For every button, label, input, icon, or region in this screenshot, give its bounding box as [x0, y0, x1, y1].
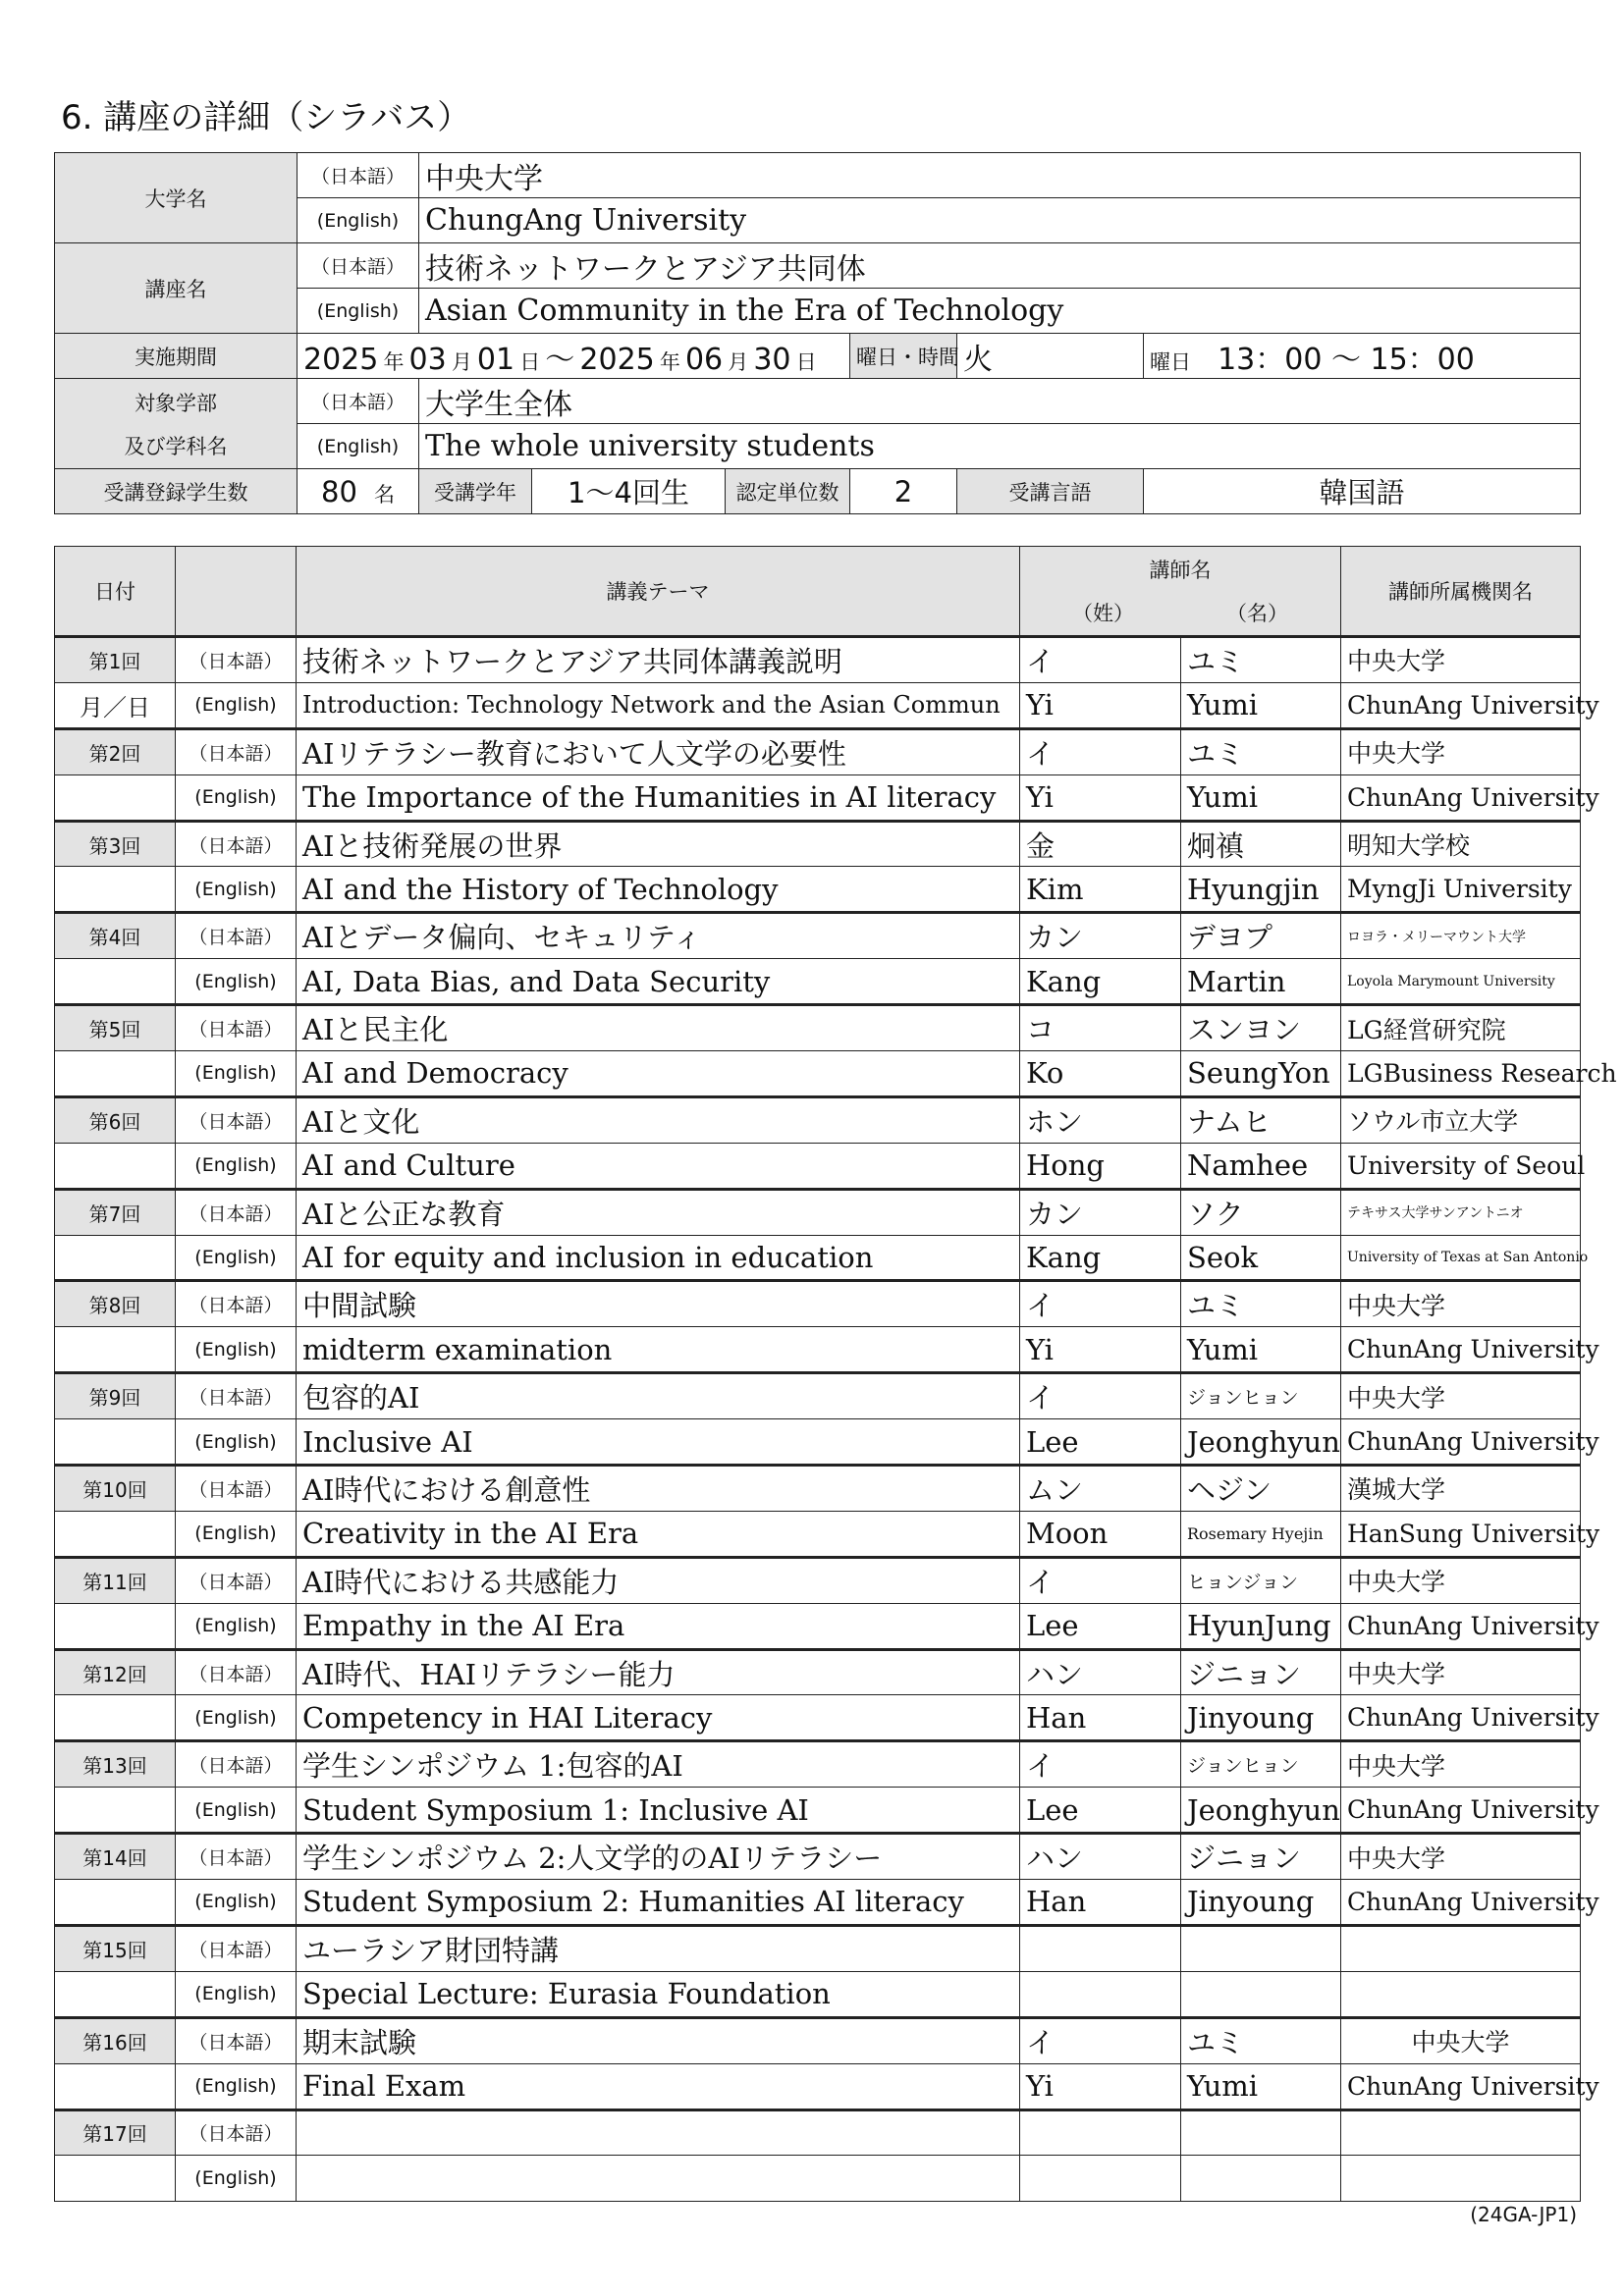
- affiliation-en: University of Seoul: [1341, 1143, 1581, 1189]
- instructor-given-en: Namhee: [1181, 1143, 1341, 1189]
- department-ja: 大学生全体: [419, 379, 1581, 424]
- session-date: 月／日: [55, 682, 176, 728]
- theme-en: midterm examination: [297, 1327, 1020, 1373]
- instructor-surname-en: Hong: [1020, 1143, 1181, 1189]
- lang-ja-label: （日本語）: [176, 821, 297, 867]
- lang-en-label: (English): [176, 1511, 297, 1557]
- lang-en-label: (English): [176, 2063, 297, 2109]
- theme-ja: 包容的AI: [297, 1373, 1020, 1419]
- affiliation-en: ChunAng University: [1341, 1788, 1581, 1834]
- language-value: 韓国語: [1144, 469, 1581, 514]
- instructor-given-ja: ユミ: [1181, 728, 1341, 774]
- session-number: 第1回: [55, 637, 176, 683]
- instructor-given-en: Jinyoung: [1181, 1695, 1341, 1741]
- instructor-given-en: [1181, 1971, 1341, 2017]
- session-date: [55, 1971, 176, 2017]
- session-row-en: [55, 1235, 1581, 1281]
- department-label: [55, 379, 298, 469]
- weekday-time-label: 曜日・時間: [850, 334, 957, 379]
- theme-ja: 期末試験: [297, 2017, 1020, 2063]
- instructor-surname-en: Lee: [1020, 1603, 1181, 1649]
- session-number: 第4回: [55, 913, 176, 959]
- session-row-ja: [55, 1096, 1581, 1143]
- theme-en: Final Exam: [297, 2063, 1020, 2109]
- instructor-surname-en: Yi: [1020, 1327, 1181, 1373]
- theme-ja: AI時代における共感能力: [297, 1557, 1020, 1603]
- affiliation-ja: 中央大学: [1341, 728, 1581, 774]
- department-label-line2: 及び学科名: [124, 434, 228, 458]
- instructor-surname-en: Yi: [1020, 682, 1181, 728]
- lang-en-label: (English): [176, 867, 297, 913]
- session-row-ja: [55, 637, 1581, 683]
- weekday-suffix: 曜日: [1150, 349, 1191, 374]
- lang-en-label: (English): [298, 424, 419, 469]
- session-date: [55, 1880, 176, 1926]
- session-row-ja: [55, 2017, 1581, 2063]
- department-en: The whole university students: [419, 424, 1581, 469]
- affiliation-ja: ソウル市立大学: [1341, 1096, 1581, 1143]
- end-year: 2025: [579, 342, 655, 377]
- theme-ja: 技術ネットワークとアジア共同体講義説明: [297, 637, 1020, 683]
- session-number: 第7回: [55, 1189, 176, 1235]
- page-title: 6. 講座の詳細（シラバス）: [61, 98, 471, 137]
- instructor-given-en: Seok: [1181, 1235, 1341, 1281]
- lang-en-label: (English): [176, 1327, 297, 1373]
- affiliation-ja: テキサス大学サンアントニオ: [1341, 1189, 1581, 1235]
- lang-ja-label: （日本語）: [176, 2017, 297, 2063]
- session-row-ja: [55, 1834, 1581, 1880]
- instructor-surname-en: Kim: [1020, 867, 1181, 913]
- instructor-surname-ja: ムン: [1020, 1466, 1181, 1512]
- instructor-surname-en: Han: [1020, 1695, 1181, 1741]
- theme-ja: AIと技術発展の世界: [297, 821, 1020, 867]
- session-row-ja: [55, 821, 1581, 867]
- instructor-given-ja: [1181, 2109, 1341, 2156]
- affiliation-ja: 中央大学: [1341, 1557, 1581, 1603]
- theme-ja: AI時代における創意性: [297, 1466, 1020, 1512]
- lang-en-label: (English): [176, 1143, 297, 1189]
- instructor-surname-ja: コ: [1020, 1005, 1181, 1051]
- instructor-surname-en: Han: [1020, 1880, 1181, 1926]
- instructor-surname-en: Yi: [1020, 774, 1181, 821]
- lang-ja-label: （日本語）: [176, 2109, 297, 2156]
- lang-ja-label: （日本語）: [176, 1281, 297, 1327]
- theme-en: [297, 2156, 1020, 2202]
- instructor-given-en: [1181, 2156, 1341, 2202]
- instructor-given-ja: ジョンヒョン: [1181, 1741, 1341, 1788]
- instructor-given-ja: ヘジン: [1181, 1466, 1341, 1512]
- theme-ja: 学生シンポジウム 1:包容的AI: [297, 1741, 1020, 1788]
- affiliation-ja: 中央大学: [1341, 1649, 1581, 1695]
- theme-ja: AIと公正な教育: [297, 1189, 1020, 1235]
- session-row-ja: [55, 1649, 1581, 1695]
- instructor-given-ja: [1181, 1925, 1341, 1971]
- theme-ja: AI時代、HAIリテラシー能力: [297, 1649, 1020, 1695]
- theme-ja: ユーラシア財団特講: [297, 1925, 1020, 1971]
- lang-ja-label: （日本語）: [176, 728, 297, 774]
- theme-en: Student Symposium 2: Humanities AI literacy: [297, 1880, 1020, 1926]
- university-label: 大学名: [55, 153, 298, 243]
- affiliation-en: ChunAng University: [1341, 1603, 1581, 1649]
- instructor-surname-ja: イ: [1020, 728, 1181, 774]
- course-label: 講座名: [55, 243, 298, 334]
- session-row-en: [55, 1695, 1581, 1741]
- month-char: 月: [728, 349, 749, 374]
- instructor-given-ja: ユミ: [1181, 1281, 1341, 1327]
- session-number: 第6回: [55, 1096, 176, 1143]
- affiliation-en: [1341, 2156, 1581, 2202]
- year-label: 受講学年: [419, 469, 532, 514]
- affiliation-ja: 漢城大学: [1341, 1466, 1581, 1512]
- session-number: 第5回: [55, 1005, 176, 1051]
- session-row-ja: [55, 1373, 1581, 1419]
- session-number: 第16回: [55, 2017, 176, 2063]
- language-label: 受講言語: [957, 469, 1144, 514]
- affiliation-ja: 明知大学校: [1341, 821, 1581, 867]
- session-date: [55, 774, 176, 821]
- session-date: [55, 1511, 176, 1557]
- instructor-surname-en: Ko: [1020, 1051, 1181, 1097]
- lang-ja-label: （日本語）: [176, 1189, 297, 1235]
- session-number: 第12回: [55, 1649, 176, 1695]
- lang-en-label: (English): [176, 682, 297, 728]
- enrollment-count: 80: [321, 474, 357, 508]
- theme-ja: 中間試験: [297, 1281, 1020, 1327]
- instructor-given-en: HyunJung: [1181, 1603, 1341, 1649]
- instructor-surname-en: Lee: [1020, 1419, 1181, 1466]
- theme-en: Student Symposium 1: Inclusive AI: [297, 1788, 1020, 1834]
- theme-en: AI, Data Bias, and Data Security: [297, 959, 1020, 1005]
- time-value: [1144, 334, 1581, 379]
- year-char: 年: [383, 349, 405, 374]
- theme-ja: AIとデータ偏向、セキュリティ: [297, 913, 1020, 959]
- session-row-ja: [55, 1741, 1581, 1788]
- session-row-en: [55, 1788, 1581, 1834]
- session-date: [55, 1788, 176, 1834]
- session-number: 第3回: [55, 821, 176, 867]
- session-date: [55, 867, 176, 913]
- session-number: 第11回: [55, 1557, 176, 1603]
- instructor-header-label: 講師名: [1149, 559, 1212, 582]
- session-row-en: [55, 682, 1581, 728]
- lang-ja-label: （日本語）: [176, 1373, 297, 1419]
- instructor-given-en: Yumi: [1181, 2063, 1341, 2109]
- session-row-en: [55, 1511, 1581, 1557]
- instructor-given-ja: デヨプ: [1181, 913, 1341, 959]
- lang-en-label: (English): [298, 198, 419, 243]
- session-row-ja: [55, 2109, 1581, 2156]
- affiliation-header: 講師所属機関名: [1341, 547, 1581, 637]
- date-header: 日付: [55, 547, 176, 637]
- instructor-surname-ja: イ: [1020, 1373, 1181, 1419]
- course-name-ja: 技術ネットワークとアジア共同体: [419, 243, 1581, 289]
- instructor-surname-ja: イ: [1020, 637, 1181, 683]
- theme-en: Empathy in the AI Era: [297, 1603, 1020, 1649]
- instructor-surname-en: Kang: [1020, 1235, 1181, 1281]
- affiliation-en: University of Texas at San Antonio: [1341, 1235, 1581, 1281]
- department-label-line1: 対象学部: [135, 391, 217, 415]
- affiliation-en: MyngJi University: [1341, 867, 1581, 913]
- affiliation-en: HanSung University: [1341, 1511, 1581, 1557]
- lang-ja-label: （日本語）: [298, 153, 419, 198]
- instructor-surname-en: [1020, 2156, 1181, 2202]
- start-month: 03: [408, 342, 447, 377]
- lang-en-label: (English): [176, 1235, 297, 1281]
- session-number: 第2回: [55, 728, 176, 774]
- affiliation-ja: LG経営研究院: [1341, 1005, 1581, 1051]
- university-name-en: ChungAng University: [419, 198, 1581, 243]
- lang-ja-label: （日本語）: [176, 1925, 297, 1971]
- class-time: 13：00 ～ 15：00: [1218, 342, 1475, 377]
- given-name-header: （名）: [1226, 602, 1288, 625]
- enrollment-unit: 名: [374, 482, 395, 507]
- instructor-surname-en: Kang: [1020, 959, 1181, 1005]
- session-row-en: [55, 2063, 1581, 2109]
- lang-ja-label: （日本語）: [176, 913, 297, 959]
- affiliation-ja: 中央大学: [1341, 637, 1581, 683]
- start-day: 01: [476, 342, 515, 377]
- affiliation-ja: 中央大学: [1341, 2017, 1581, 2063]
- session-row-ja: [55, 1281, 1581, 1327]
- session-date: [55, 1419, 176, 1466]
- lang-en-label: (English): [176, 1971, 297, 2017]
- instructor-surname-en: [1020, 1971, 1181, 2017]
- lang-header: [176, 547, 297, 637]
- period-value: [298, 334, 850, 379]
- theme-en: Special Lecture: Eurasia Foundation: [297, 1971, 1020, 2017]
- university-name-ja: 中央大学: [419, 153, 1581, 198]
- session-date: [55, 1327, 176, 1373]
- session-row-en: [55, 2156, 1581, 2202]
- lang-ja-label: （日本語）: [176, 1096, 297, 1143]
- instructor-given-en: Yumi: [1181, 682, 1341, 728]
- theme-en: AI and Culture: [297, 1143, 1020, 1189]
- month-char: 月: [451, 349, 472, 374]
- session-row-en: [55, 1327, 1581, 1373]
- session-row-ja: [55, 1925, 1581, 1971]
- theme-ja: 学生シンポジウム 2:人文学的のAIリテラシー: [297, 1834, 1020, 1880]
- theme-en: Creativity in the AI Era: [297, 1511, 1020, 1557]
- lang-en-label: (English): [176, 1880, 297, 1926]
- lang-ja-label: （日本語）: [176, 1649, 297, 1695]
- session-row-ja: [55, 1189, 1581, 1235]
- session-row-en: [55, 1143, 1581, 1189]
- instructor-surname-en: Moon: [1020, 1511, 1181, 1557]
- session-row-ja: [55, 1005, 1581, 1051]
- instructor-surname-ja: カン: [1020, 913, 1181, 959]
- affiliation-en: [1341, 1971, 1581, 2017]
- schedule-table: [54, 546, 1617, 2202]
- session-row-en: [55, 1971, 1581, 2017]
- theme-ja: [297, 2109, 1020, 2156]
- session-date: [55, 1603, 176, 1649]
- lang-ja-label: （日本語）: [176, 1741, 297, 1788]
- instructor-given-en: Jinyoung: [1181, 1880, 1341, 1926]
- instructor-surname-en: Yi: [1020, 2063, 1181, 2109]
- enrollment-label: 受講登録学生数: [55, 469, 298, 514]
- enrollment-value: [298, 469, 419, 514]
- session-date: [55, 1695, 176, 1741]
- start-year: 2025: [303, 342, 379, 377]
- instructor-surname-ja: イ: [1020, 1741, 1181, 1788]
- instructor-surname-ja: イ: [1020, 1281, 1181, 1327]
- period-label: 実施期間: [55, 334, 298, 379]
- session-row-en: [55, 1419, 1581, 1466]
- period-tilde: ～: [545, 342, 575, 377]
- session-number: 第13回: [55, 1741, 176, 1788]
- affiliation-ja: 中央大学: [1341, 1834, 1581, 1880]
- session-number: 第10回: [55, 1466, 176, 1512]
- affiliation-ja: [1341, 2109, 1581, 2156]
- instructor-given-en: Yumi: [1181, 774, 1341, 821]
- instructor-surname-ja: [1020, 1925, 1181, 1971]
- course-info-table: [54, 152, 1581, 514]
- session-row-ja: [55, 913, 1581, 959]
- instructor-given-ja: ソク: [1181, 1189, 1341, 1235]
- credits-label: 認定単位数: [726, 469, 850, 514]
- end-day: 30: [753, 342, 791, 377]
- instructor-surname-en: Lee: [1020, 1788, 1181, 1834]
- year-char: 年: [659, 349, 680, 374]
- lang-ja-label: （日本語）: [298, 243, 419, 289]
- affiliation-en: ChunAng University: [1341, 1327, 1581, 1373]
- instructor-surname-ja: ハン: [1020, 1834, 1181, 1880]
- instructor-given-en: Jeonghyun: [1181, 1788, 1341, 1834]
- theme-en: AI for equity and inclusion in education: [297, 1235, 1020, 1281]
- lang-ja-label: （日本語）: [176, 1005, 297, 1051]
- affiliation-en: ChunAng University: [1341, 1880, 1581, 1926]
- theme-en: Inclusive AI: [297, 1419, 1020, 1466]
- session-row-en: [55, 959, 1581, 1005]
- course-name-en: Asian Community in the Era of Technology: [419, 289, 1581, 334]
- session-row-ja: [55, 1557, 1581, 1603]
- session-row-en: [55, 1603, 1581, 1649]
- affiliation-en: ChunAng University: [1341, 1419, 1581, 1466]
- theme-ja: AIリテラシー教育において人文学の必要性: [297, 728, 1020, 774]
- instructor-given-en: Hyungjin: [1181, 867, 1341, 913]
- affiliation-ja: 中央大学: [1341, 1741, 1581, 1788]
- instructor-given-en: Jeonghyun: [1181, 1419, 1341, 1466]
- affiliation-ja: ロヨラ・メリーマウント大学: [1341, 913, 1581, 959]
- lang-ja-label: （日本語）: [176, 1466, 297, 1512]
- affiliation-ja: 中央大学: [1341, 1373, 1581, 1419]
- session-row-en: [55, 1880, 1581, 1926]
- end-month: 06: [684, 342, 724, 377]
- instructor-given-ja: ジニョン: [1181, 1834, 1341, 1880]
- credits-value: 2: [850, 469, 957, 514]
- lang-en-label: (English): [176, 1695, 297, 1741]
- instructor-surname-ja: ホン: [1020, 1096, 1181, 1143]
- theme-en: AI and Democracy: [297, 1051, 1020, 1097]
- theme-en: Competency in HAI Literacy: [297, 1695, 1020, 1741]
- affiliation-ja: 中央大学: [1341, 1281, 1581, 1327]
- lang-en-label: (English): [176, 2156, 297, 2202]
- session-number: 第15回: [55, 1925, 176, 1971]
- affiliation-en: ChunAng University: [1341, 1695, 1581, 1741]
- instructor-given-en: Martin: [1181, 959, 1341, 1005]
- instructor-given-en: Rosemary Hyejin: [1181, 1511, 1341, 1557]
- session-date: [55, 2063, 176, 2109]
- instructor-given-ja: スンヨン: [1181, 1005, 1341, 1051]
- instructor-given-ja: 炯禛: [1181, 821, 1341, 867]
- affiliation-ja: [1341, 1925, 1581, 1971]
- session-number: 第9回: [55, 1373, 176, 1419]
- affiliation-en: ChunAng University: [1341, 2063, 1581, 2109]
- instructor-given-ja: ジョンヒョン: [1181, 1373, 1341, 1419]
- affiliation-en: LGBusiness Research: [1341, 1051, 1581, 1097]
- instructor-given-ja: ヒョンジョン: [1181, 1557, 1341, 1603]
- instructor-given-en: SeungYon: [1181, 1051, 1341, 1097]
- theme-en: The Importance of the Humanities in AI literacy: [297, 774, 1020, 821]
- weekday-value: 火: [957, 334, 1144, 379]
- lang-en-label: (English): [176, 774, 297, 821]
- session-number: 第14回: [55, 1834, 176, 1880]
- instructor-given-ja: ジニョン: [1181, 1649, 1341, 1695]
- session-row-ja: [55, 728, 1581, 774]
- lang-ja-label: （日本語）: [176, 1834, 297, 1880]
- theme-en: AI and the History of Technology: [297, 867, 1020, 913]
- affiliation-en: ChunAng University: [1341, 682, 1581, 728]
- lang-ja-label: （日本語）: [176, 637, 297, 683]
- theme-en: Introduction: Technology Network and the Asian Commun: [297, 682, 1020, 728]
- surname-header: （姓）: [1072, 602, 1134, 625]
- session-row-ja: [55, 1466, 1581, 1512]
- lang-en-label: (English): [176, 1603, 297, 1649]
- session-row-en: [55, 867, 1581, 913]
- lang-en-label: (English): [298, 289, 419, 334]
- lang-en-label: (English): [176, 959, 297, 1005]
- lang-ja-label: （日本語）: [176, 1557, 297, 1603]
- instructor-surname-ja: イ: [1020, 1557, 1181, 1603]
- session-number: 第8回: [55, 1281, 176, 1327]
- session-date: [55, 959, 176, 1005]
- session-row-en: [55, 1051, 1581, 1097]
- day-char: 日: [795, 349, 817, 374]
- form-code: (24GA-JP1): [1470, 2203, 1577, 2226]
- instructor-surname-ja: [1020, 2109, 1181, 2156]
- theme-ja: AIと民主化: [297, 1005, 1020, 1051]
- session-date: [55, 2156, 176, 2202]
- lang-en-label: (English): [176, 1419, 297, 1466]
- session-number: 第17回: [55, 2109, 176, 2156]
- lang-en-label: (English): [176, 1051, 297, 1097]
- day-char: 日: [519, 349, 541, 374]
- affiliation-en: Loyola Marymount University: [1341, 959, 1581, 1005]
- instructor-given-ja: ユミ: [1181, 2017, 1341, 2063]
- instructor-surname-ja: カン: [1020, 1189, 1181, 1235]
- instructor-surname-ja: ハン: [1020, 1649, 1181, 1695]
- instructor-given-en: Yumi: [1181, 1327, 1341, 1373]
- session-row-en: [55, 774, 1581, 821]
- lang-en-label: (English): [176, 1788, 297, 1834]
- instructor-given-ja: ナムヒ: [1181, 1096, 1341, 1143]
- session-date: [55, 1051, 176, 1097]
- theme-header: 講義テーマ: [297, 547, 1020, 637]
- instructor-header: [1020, 547, 1341, 637]
- session-date: [55, 1143, 176, 1189]
- lang-ja-label: （日本語）: [298, 379, 419, 424]
- theme-ja: AIと文化: [297, 1096, 1020, 1143]
- session-date: [55, 1235, 176, 1281]
- affiliation-en: ChunAng University: [1341, 774, 1581, 821]
- year-value: 1～4回生: [532, 469, 726, 514]
- instructor-surname-ja: 金: [1020, 821, 1181, 867]
- instructor-surname-ja: イ: [1020, 2017, 1181, 2063]
- instructor-given-ja: ユミ: [1181, 637, 1341, 683]
